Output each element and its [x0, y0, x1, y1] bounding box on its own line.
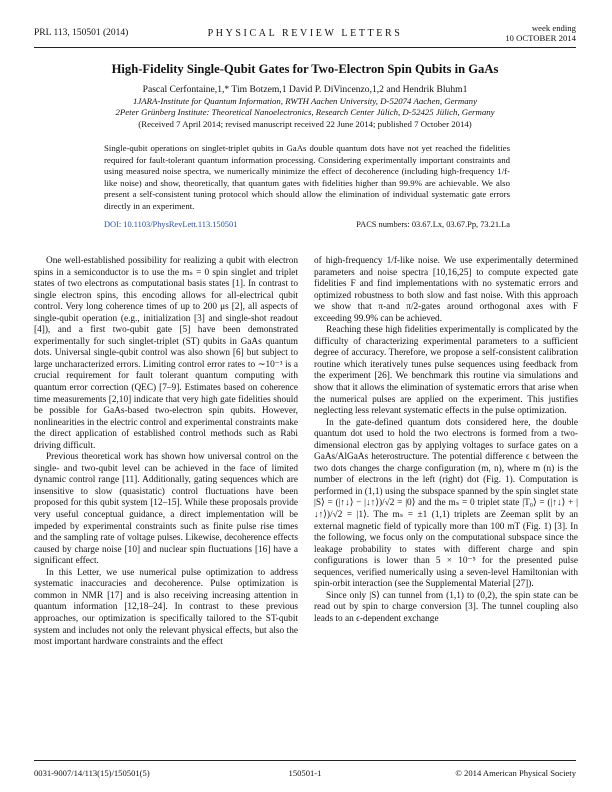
body-column-left	[34, 256, 298, 649]
pacs-numbers: PACS numbers: 03.67.Lx, 03.67.Pp, 73.21.La	[356, 220, 510, 229]
journal-name: PHYSICAL REVIEW LETTERS	[207, 28, 403, 39]
page-footer	[34, 768, 576, 780]
body-paragraph: In this Letter, we use numerical pulse optimization to address systematic inaccuracies and decoherence. Pulse optimization is common in NMR [17] and is also receiving increasing attention in quantum information [12,18–24]. In contrast to these previous approaches, our optimization is specifically tailored to the ST-qubit system and includes not only the relevant physical effects, but also the most important hardware constraints and the effect	[34, 567, 298, 648]
issue-date-value: 10 OCTOBER 2014	[505, 32, 576, 43]
journal-reference: PRL 113, 150501 (2014)	[34, 28, 129, 38]
header-rule	[34, 47, 576, 48]
running-header	[34, 24, 576, 48]
affiliation-1: 1JARA-Institute for Quantum Information, RWTH Aachen University, D-52074 Aachen, Germany	[132, 95, 477, 106]
doi-line	[104, 220, 510, 232]
body-paragraph: One well-established possibility for realizing a qubit with electron spins in a semiconductor is to use the mₛ = 0 spin singlet and triplet states of two electrons as computational basis states [1]. In contrast to single electron spins, this encoding allows for all-electrical qubit control. Very long coherence times of up to 200 μs [2], all aspects of single-qubit operation (e.g., initialization [3] and single-shot readout [4]), and a first two-qubit gate [5] have been demonstrated experimentally for such singlet-triplet (ST) qubits in GaAs quantum dots. Universal single-qubit control was also shown [6] but subject to large uncharacterized errors. Limiting control error rates to ∼10⁻³ is a crucial requirement for fault tolerant quantum computing with quantum error correction (QEC) [7–9]. Estimates based on coherence time measurements [2,10] indicate that very high gate fidelities should be possible for GaAs-based two-electron spin qubits. However, nonlinearities in the electric control and experimental constraints make the direct application of established control methods such as Rabi driving difficult.	[34, 256, 298, 451]
paper-title: High-Fidelity Single-Qubit Gates for Two-Electron Spin Qubits in GaAs	[111, 62, 499, 76]
author-list: Pascal Cerfontaine,1,* Tim Botzem,1 David P. DiVincenzo,1,2 and Hendrik Bluhm1	[142, 84, 468, 95]
copyright: © 2014 American Physical Society	[455, 768, 576, 778]
footer-rule	[34, 760, 576, 761]
abstract: Single-qubit operations on singlet-triplet qubits in GaAs double quantum dots have not yet reached the fidelities required for fault-tolerant quantum information processing. Considering experimentally important constraints and using measured noise spectra, we numerically minimize the effect of decoherence (including high-frequency 1/f-like noise) and show, theoretically, that quantum gates with fidelities higher than 99.9% are achievable. We also present a self-consistent tuning protocol which should allow the elimination of individual systematic gate errors directly in an experiment.	[104, 143, 510, 211]
body-paragraph: Reaching these high fidelities experimentally is complicated by the difficulty of characterizing experimental parameters to a sufficient degree of accuracy. Therefore, we propose a self-consistent calibration routine which iteratively tunes pulse sequences using feedback from the experiment [26]. We benchmark this routine via simulations and show that it allows the elimination of systematic errors that arise when the numerical pulses are applied on the experiment. This justifies neglecting less relevant systematic effects in the pulse optimization.	[314, 325, 578, 417]
footer-code: 0031-9007/14/113(15)/150501(5)	[34, 768, 150, 778]
week-label: week ending	[531, 23, 576, 33]
page-number: 150501-1	[288, 768, 322, 778]
doi-link[interactable]: DOI: 10.1103/PhysRevLett.113.150501	[104, 220, 238, 229]
issue-date	[505, 24, 576, 43]
body-column-right	[314, 256, 578, 626]
body-paragraph: of high-frequency 1/f-like noise. We use experimentally determined parameters and noise spectra [10,16,25] to compute expected gate fidelities F and find implementations with no systematic errors and optimized robustness to both slow and fast noise. With this approach we show that π-and π/2-gates around orthogonal axes with F exceeding 99.9% can be achieved.	[314, 256, 578, 324]
body-paragraph: Since only |S⟩ can tunnel from (1,1) to (0,2), the spin state can be read out by spin to charge conversion [3]. The tunnel coupling also leads to an ϵ-dependent exchange	[314, 590, 578, 624]
body-paragraph: Previous theoretical work has shown how universal control on the single- and two-qubit level can be achieved in the face of limited dynamic control range [11]. Additionally, gating sequences which are insensitive to slow (quasistatic) control fluctuations have been proposed for this qubit system [12–15]. While these proposals provide very useful conceptual guidance, a direct implementation will be impeded by experimental constraints such as finite pulse rise times and the sampling rate of voltage pulses. Likewise, decoherence effects caused by charge noise [10] and nuclear spin fluctuations [16] have a significant effect.	[34, 452, 298, 567]
affiliation-2: 2Peter Grünberg Institute: Theoretical Nanoelectronics, Research Center Jülich, D-52425 Jülich, Germany	[115, 107, 495, 117]
author-block	[34, 84, 576, 130]
body-paragraph: In the gate-defined quantum dots considered here, the double quantum dot used to hold the two electrons is formed from a two-dimensional electron gas by applying voltages to surface gates on a GaAs/AlGaAs heterostructure. The potential difference ϵ between the two dots changes the charge configuration (m, n), where m (n) is the number of electrons in the left (right) dot (Fig. 1). Computation is performed in (1,1) using the subspace spanned by the spin singlet state |S⟩ = (|↑↓⟩ − |↓↑⟩)/√2 = |0⟩ and the mₛ = 0 triplet state |T₀⟩ = (|↑↓⟩ + |↓↑⟩)/√2 = |1⟩. The mₛ = ±1 (1,1) triplets are Zeeman split by an external magnetic field of typically more than 100 mT (Fig. 1) [3]. In the following, we focus only on the computational subspace since the leakage probability to states with different charge and spin configurations is lower than 5 × 10⁻⁵ for the presented pulse sequences, verified numerically using a seven-level Hamiltonian with spin-orbit interaction (see the Supplemental Material [27]).	[314, 417, 578, 590]
received-dates: (Received 7 April 2014; revised manuscript received 22 June 2014; published 7 October 2014)	[138, 118, 472, 129]
